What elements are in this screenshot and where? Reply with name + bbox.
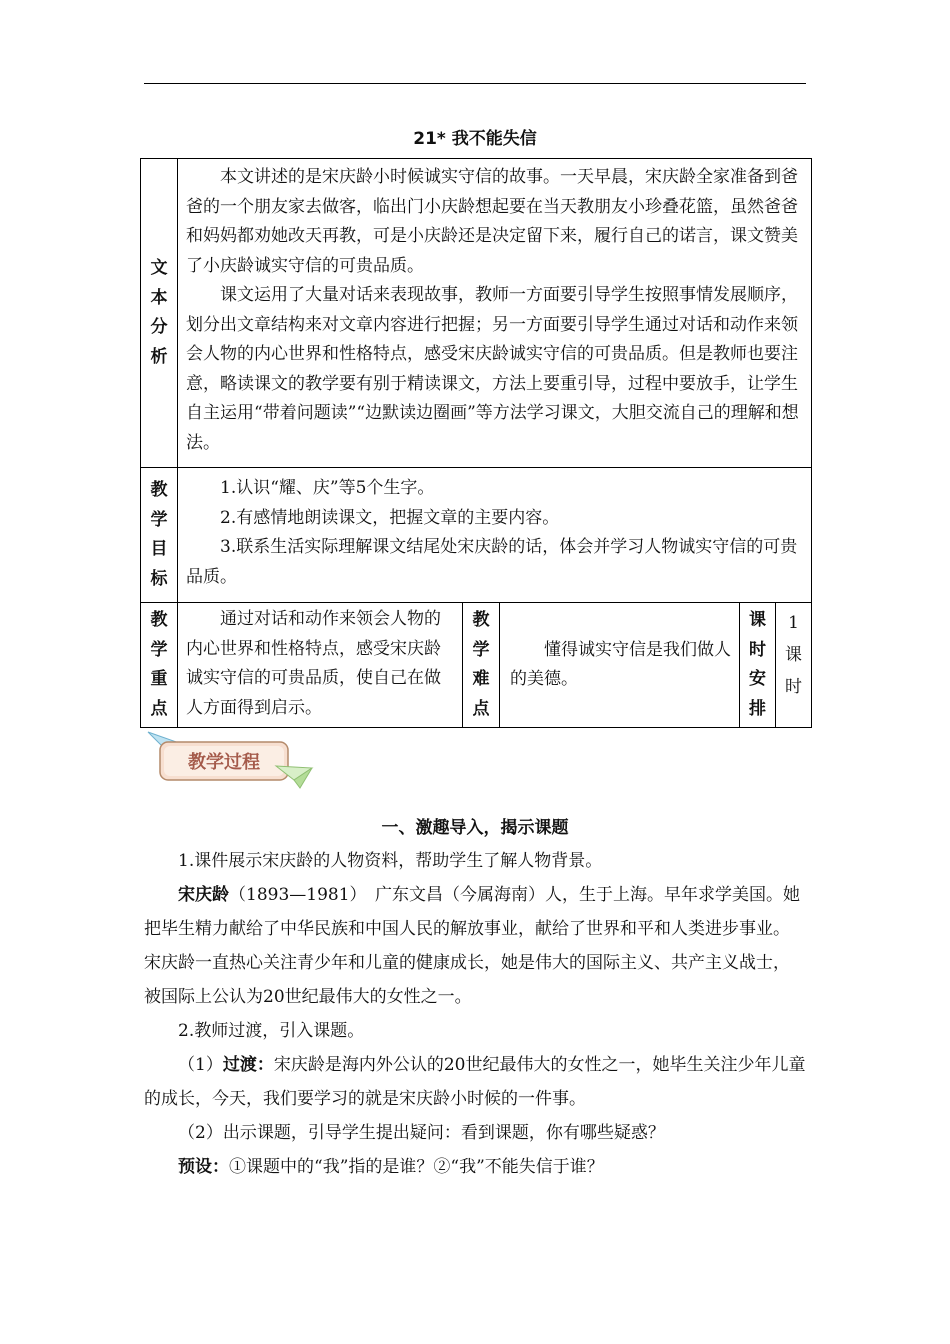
difficulty-content	[500, 603, 740, 728]
focus-text: 通过对话和动作来领会人物的内心世界和性格特点，感受宋庆龄诚实守信的可贵品质，使自己在做人方面得到启示。	[186, 609, 441, 718]
transition-label: 过渡：	[222, 1055, 274, 1075]
step-2: 2.教师过渡，引入课题。	[178, 1021, 365, 1041]
analysis-label: 文 本 分 析	[141, 159, 178, 468]
banner-text: 教学过程	[188, 752, 260, 773]
analysis-para-1: 本文讲述的是宋庆龄小时候诚实守信的故事。一天早晨，宋庆龄全家准备到爸爸的一个朋友家去做客，临出门小庆龄想起要在当天教朋友小珍叠花篮，虽然爸爸和妈妈都劝她改天再教，可是小庆龄还是决定留下来，履行自己的诺言，课文赞美了小庆龄诚实守信的可贵品质。	[186, 167, 798, 276]
focus-label: 教 学 重 点	[141, 603, 178, 728]
transition-paragraph: （1）过渡：宋庆龄是海内外公认的20世纪最伟大的女性之一，她毕生关注少年儿童的成长，今天，我们要学习的就是宋庆龄小时候的一件事。	[144, 1055, 806, 1109]
preset-paragraph	[144, 1150, 806, 1184]
preset-text: ①课题中的“我”指的是谁？②“我”不能失信于谁？	[229, 1157, 604, 1177]
goals-content	[178, 468, 812, 603]
section-heading: 一、激趣导入，揭示课题	[381, 818, 569, 838]
difficulty-text: 懂得诚实守信是我们做人的美德。	[510, 639, 731, 689]
goal-item: 3.联系生活实际理解课文结尾处宋庆龄的话，体会并学习人物诚实守信的可贵品质。	[186, 537, 798, 587]
goals-row	[141, 468, 812, 603]
lesson-plan-table	[140, 158, 812, 728]
analysis-content	[178, 159, 812, 468]
schedule-number: 1	[788, 613, 799, 633]
focus-content	[178, 603, 463, 728]
analysis-para-2: 课文运用了大量对话来表现故事，教师一方面要引导学生按照事情发展顺序，划分出文章结构来对文章内容进行把握；另一方面要引导学生通过对话和动作来领会人物的内心世界和性格特点，感受宋庆龄诚实守信的可贵品质。但是教师也要注意，略读课文的教学要有别于精读课文，方法上要重引导，过程中要放手，让学生自主运用“带着问题读”“边默读边圈画”等方法学习课文，大胆交流自己的理解和想法。	[186, 285, 799, 453]
header-rule	[144, 83, 806, 84]
goals-label: 教 学 目 标	[141, 468, 178, 603]
schedule-label: 课 时 安 排	[740, 603, 776, 728]
goal-item: 1.认识“耀、庆”等5个生字。	[220, 478, 435, 498]
step-2-2: （2）出示课题，引导学生提出疑问：看到课题，你有哪些疑惑？	[178, 1123, 665, 1143]
analysis-row	[141, 159, 812, 468]
goal-item: 2.有感情地朗读课文，把握文章的主要内容。	[220, 507, 560, 528]
difficulty-label: 教 学 难 点	[463, 603, 500, 728]
section-body	[144, 844, 806, 1184]
bio-text: （1893—1981） 广东文昌（今属海南）人，生于上海。早年求学美国。她把毕生精力献给了中华民族和中国人民的解放事业，献给了世界和平和人类进步事业。宋庆龄一直热心关注青少年和儿童的健康成长，她是伟大的国际主义、共产主义战士，被国际上公认为20世纪最伟大的女性之一。	[144, 885, 801, 1007]
step-1: 1.课件展示宋庆龄的人物资料，帮助学生了解人物背景。	[178, 851, 603, 871]
schedule-unit-1: 课	[785, 645, 802, 665]
page-title: 21* 我不能失信	[413, 129, 537, 149]
teaching-process-banner	[144, 728, 314, 790]
schedule-value	[776, 603, 812, 728]
schedule-unit-2: 时	[785, 677, 802, 697]
preset-label: 预设：	[178, 1157, 229, 1177]
bio-name: 宋庆龄	[178, 885, 229, 905]
focus-row	[141, 603, 812, 728]
bio-paragraph	[144, 878, 806, 1014]
transition-text: 宋庆龄是海内外公认的20世纪最伟大的女性之一，她毕生关注少年儿童的成长，今天，我们要学习的就是宋庆龄小时候的一件事。	[144, 1055, 806, 1109]
